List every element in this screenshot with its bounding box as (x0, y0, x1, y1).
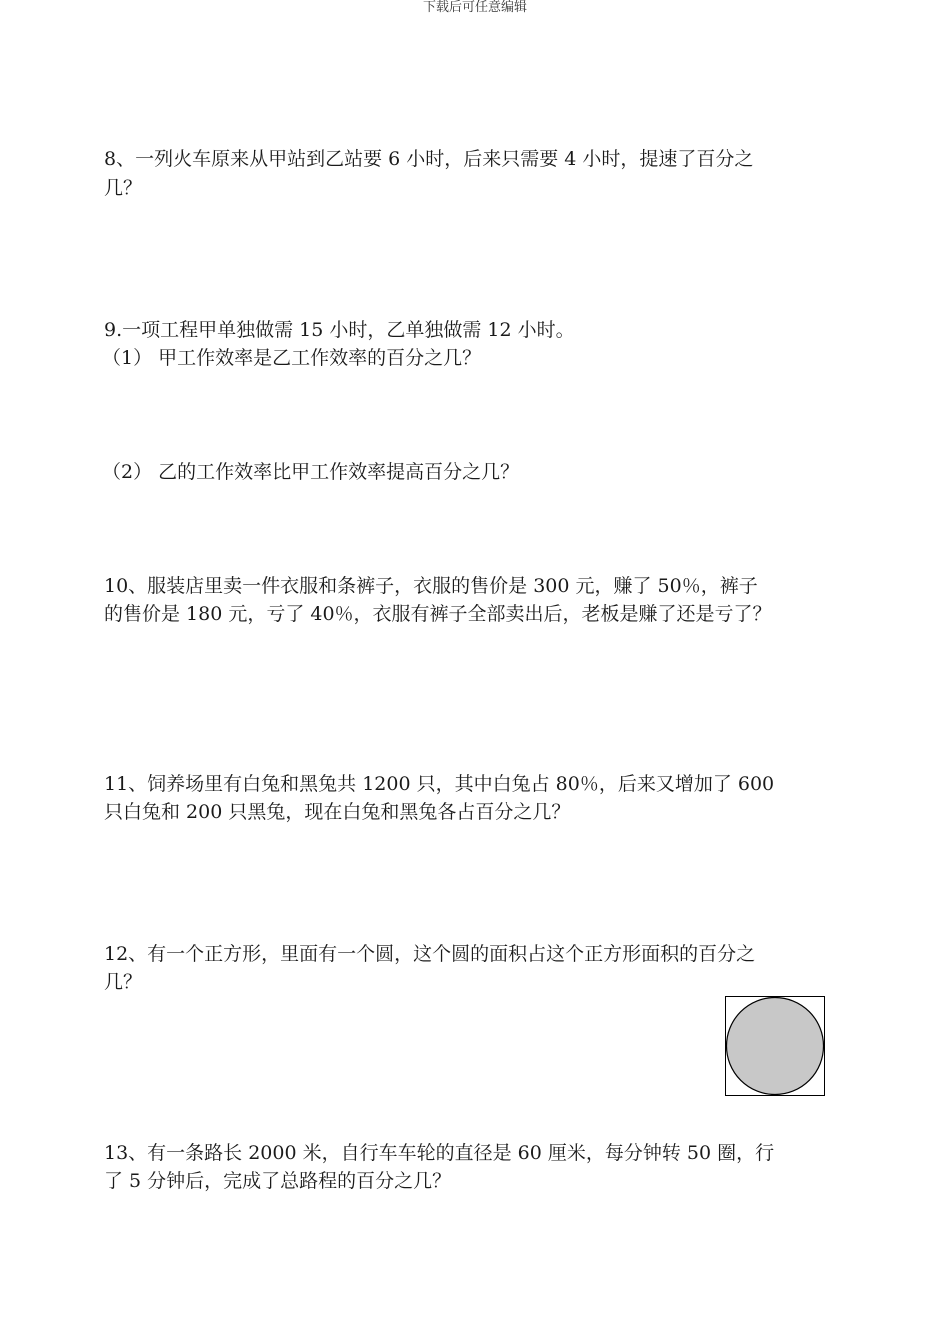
question-10-line-1: 10、服装店里卖一件衣服和条裤子，衣服的售价是 300 元，赚了 50％，裤子 (104, 575, 758, 597)
question-8-line-1: 8、一列火车原来从甲站到乙站要 6 小时，后来只需要 4 小时，提速了百分之 (104, 148, 754, 170)
question-11-line-2: 只白兔和 200 只黑兔，现在白兔和黑兔各占百分之几？ (104, 801, 571, 823)
question-13-line-1: 13、有一条路长 2000 米，自行车车轮的直径是 60 厘米，每分钟转 50 圈，行 (104, 1142, 775, 1164)
header-note: 下载后可任意编辑 (422, 0, 527, 15)
question-12-line-2: 几？ (104, 971, 143, 993)
question-10-line-2: 的售价是 180 元，亏了 40％，衣服有裤子全部卖出后，老板是赚了还是亏了？ (104, 603, 772, 625)
question-11-line-1: 11、饲养场里有白兔和黑兔共 1200 只，其中白兔占 80％，后来又增加了 600 (104, 773, 775, 795)
question-12-line-1: 12、有一个正方形，里面有一个圆，这个圆的面积占这个正方形面积的百分之 (104, 943, 756, 965)
question-9-sub-1: （1） 甲工作效率是乙工作效率的百分之几？ (102, 347, 482, 369)
inscribed-circle (727, 998, 824, 1095)
square-with-circle-figure (725, 996, 825, 1096)
question-13-line-2: 了 5 分钟后，完成了总路程的百分之几？ (104, 1170, 452, 1192)
question-9-sub-2: （2） 乙的工作效率比甲工作效率提高百分之几？ (102, 461, 520, 483)
question-9-line-1: 9.一项工程甲单独做需 15 小时，乙单独做需 12 小时。 (104, 319, 575, 341)
question-8-line-2: 几？ (104, 177, 143, 199)
